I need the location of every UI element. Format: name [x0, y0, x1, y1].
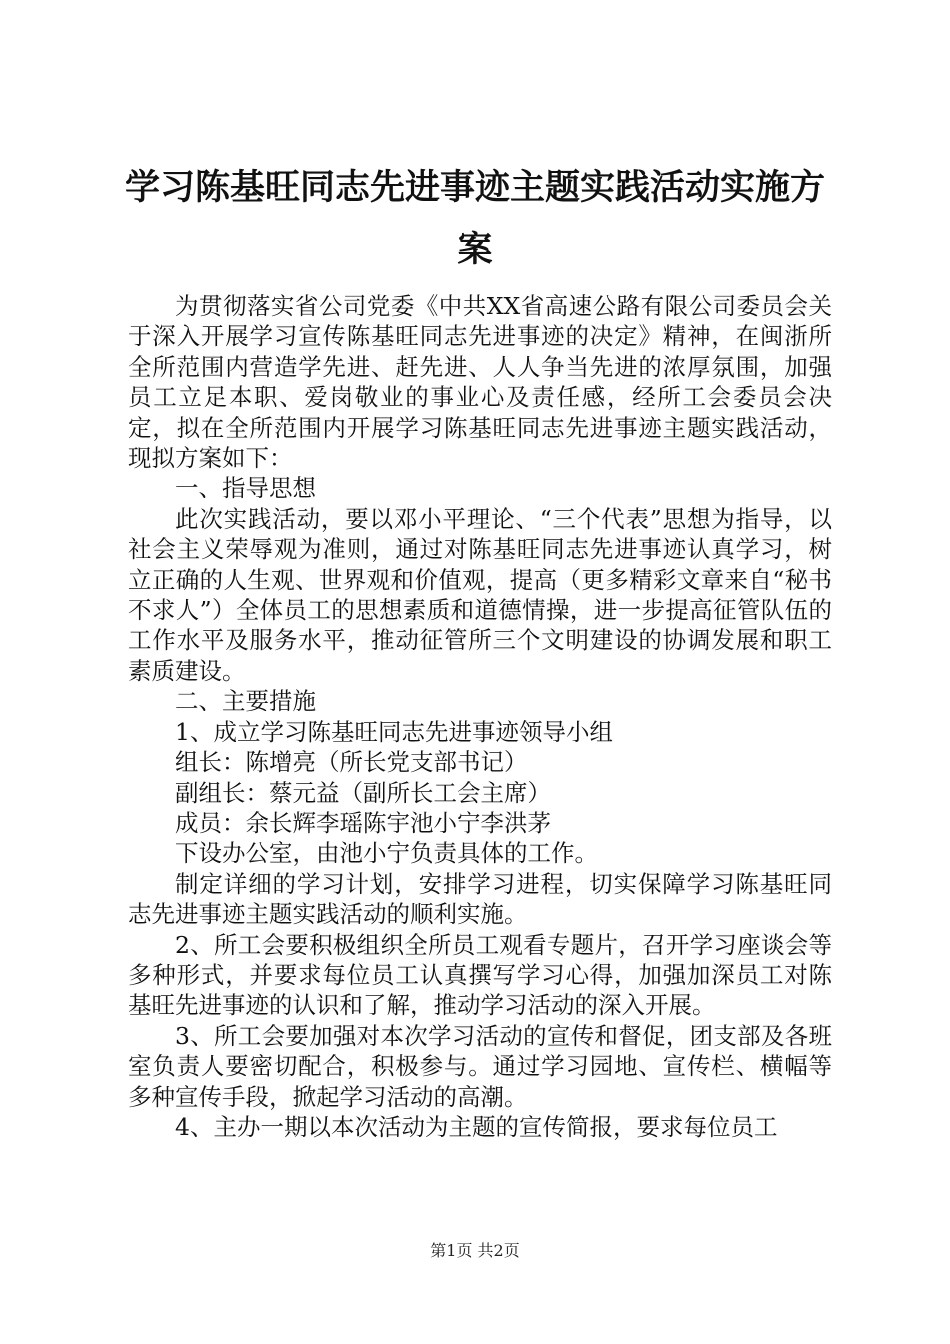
heading-guiding-thought: 一、指导思想 — [175, 474, 316, 503]
paragraph-measure-1: 1、成立学习陈基旺同志先进事迹领导小组 — [175, 717, 613, 746]
document-title-line-2: 案 — [457, 230, 493, 270]
paragraph-office: 下设办公室，由池小宁负责具体的工作。 — [175, 839, 598, 868]
paragraph-measure-3: 3、所工会要加强对本次学习活动的宣传和督促，团支部及各班室负责人要密切配合，积极参与。通过学习园地、宣传栏、横幅等多种宣传手段，掀起学习活动的高潮。 — [128, 1021, 832, 1111]
heading-main-measures: 二、主要措施 — [175, 687, 316, 716]
paragraph-intro: 为贯彻落实省公司党委《中共XX省高速公路有限公司委员会关于深入开展学习宣传陈基旺同志先进事迹的决定》精神，在闽浙所全所范围内营造学先进、赶先进、人人争当先进的浓厚氛围，加强员工立足本职、爱岗敬业的事业心及责任感，经所工会委员会决定，拟在全所范围内开展学习陈基旺同志先进事迹主题实践活动，现拟方案如下： — [128, 292, 832, 473]
paragraph-guiding-thought: 此次实践活动，要以邓小平理论、“三个代表”思想为指导，以社会主义荣辱观为准则，通过对陈基旺同志先进事迹认真学习，树立正确的人生观、世界观和价值观，提高（更多精彩文章来自“秘书不求人”）全体员工的思想素质和道德情操，进一步提高征管队伍的工作水平及服务水平，推动征管所三个文明建设的协调发展和职工素质建设。 — [128, 504, 832, 685]
paragraph-measure-4: 4、主办一期以本次活动为主题的宣传简报，要求每位员工 — [175, 1112, 778, 1141]
page-footer: 第1页 共2页 — [430, 1241, 520, 1260]
paragraph-study-plan: 制定详细的学习计划，安排学习进程，切实保障学习陈基旺同志先进事迹主题实践活动的顺利实施。 — [128, 869, 832, 929]
document-title-line-1: 学习陈基旺同志先进事迹主题实践活动实施方 — [124, 168, 825, 208]
paragraph-deputy-leader: 副组长：蔡元益（副所长工会主席） — [175, 778, 551, 807]
paragraph-group-leader: 组长：陈增亮（所长党支部书记） — [175, 748, 528, 777]
document-body — [128, 291, 832, 1142]
paragraph-members: 成员：余长辉李瑶陈宇池小宁李洪茅 — [175, 808, 551, 837]
paragraph-measure-2: 2、所工会要积极组织全所员工观看专题片，召开学习座谈会等多种形式，并要求每位员工认真撰写学习心得，加强加深员工对陈基旺先进事迹的认识和了解，推动学习活动的深入开展。 — [128, 930, 832, 1020]
